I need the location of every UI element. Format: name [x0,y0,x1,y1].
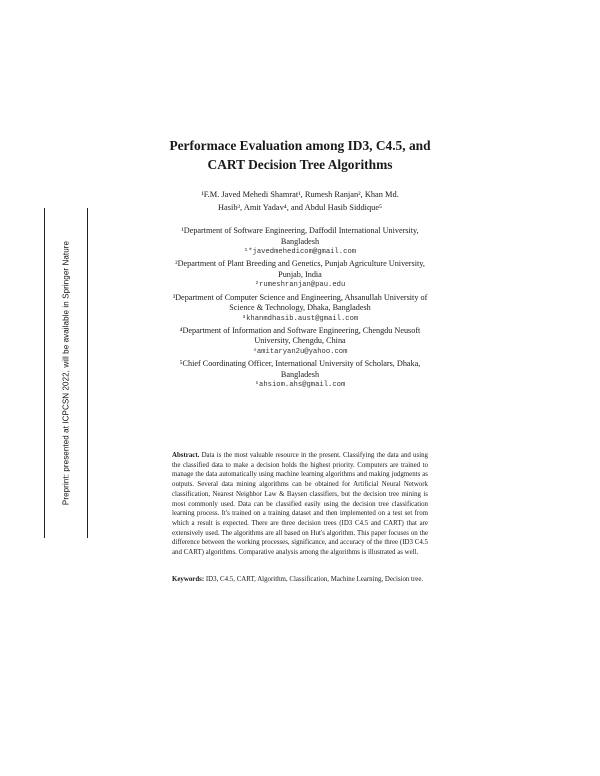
affiliation-line: ⁵Chief Coordinating Officer, International University of Scholars, Dhaka, [179,359,421,369]
affiliation-3 [140,293,460,325]
abstract-text: Data is the most valuable resource in the present. Classifying the data and using the classified data to make a decision holds the highest priority. Computers are trained to manage the data automatically using machine learning algorithms and making judgments as outputs. Several data mining algorithms can be obtained for Artificial Neural Network classification, Nearest Neighbor Law & Baysen classifiers, but the decision tree mining is most commonly used. Data can be classified easily using the decision tree classification learning process. It's trained on a training dataset and then implemented on a test set from which a result is expected. There are three decision trees (ID3 C4.5 and CART) that are extensively used. The algorithms are all based on Hut's algorithm. This paper focuses on the difference between the working processes, significance, and accuracy of the three (ID3 C4.5 and CART) algorithms. Comparative analysis among the algorithms is illustrated as well. [172,452,428,557]
affiliation-line: Science & Technology, Dhaka, Bangladesh [229,303,371,313]
paper-title [140,136,460,174]
affiliation-email: ⁵ahsiom.ahs@gmail.com [254,381,346,390]
affiliation-2 [140,259,460,291]
authors-line-2: Hasib³, Amit Yadav⁴, and Abdul Hasib Siddique⁵ [218,203,382,212]
affiliation-line: Bangladesh [280,369,320,379]
keywords-text: ID3, C4.5, CART, Algorithm, Classification, Machine Learning, Decision tree. [205,576,424,583]
author-list [150,188,450,214]
affiliation-line: ¹Department of Software Engineering, Daffodil International University, [181,226,419,235]
affiliation-email: ²rumeshranjan@pau.edu [254,281,346,290]
authors-line-1: ¹F.M. Javed Mehedi Shamrat¹, Rumesh Ranjan², Khan Md. [201,190,399,199]
affiliation-line: University, Chengdu, China [254,336,346,346]
affiliation-line: Punjab, India [278,269,322,279]
affiliation-5 [140,359,460,391]
affiliation-email: ⁴amitaryan2u@yahoo.com [252,348,348,357]
keywords-label: Keywords: [172,576,206,583]
abstract-label: Abstract. [172,452,202,459]
affiliations [140,226,460,392]
side-note: Preprint: presented at ICPCSN 2022, will be available in Springer Nature [61,240,71,506]
affiliation-email: ¹*javedmehedicom@gmail.com [243,248,357,257]
affiliation-4 [140,326,460,358]
affiliation-email: ³khanmdhasib.aust@gmail.com [241,314,359,323]
affiliation-line: Bangladesh [280,236,320,246]
title-line-2: CART Decision Tree Algorithms [207,157,393,172]
affiliation-line: ⁴Department of Information and Software Engineering, Chengdu Neusoft [179,325,421,335]
affiliation-line: ²Department of Plant Breeding and Genetics, Punjab Agriculture University, [175,259,425,269]
abstract [172,451,428,558]
affiliation-1 [140,226,460,258]
title-line-1: Performace Evaluation among ID3, C4.5, and [169,138,431,153]
keywords [172,575,428,585]
affiliation-line: ³Department of Computer Science and Engineering, Ahsanullah University of [172,292,428,302]
